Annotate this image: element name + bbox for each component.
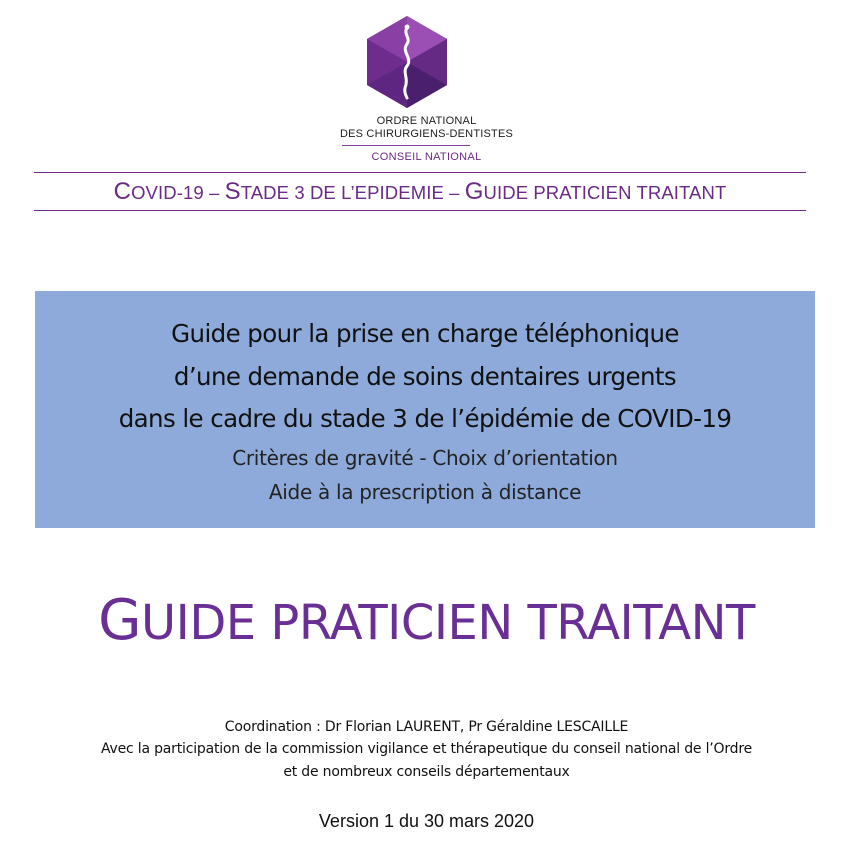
- summary-subline: Aide à la prescription à distance: [268, 480, 582, 504]
- credit-coordination: Coordination : Dr Florian LAURENT, Pr Géraldine LESCAILLE: [224, 719, 629, 735]
- org-name-line-2: DES CHIRURGIENS-DENTISTES: [339, 128, 514, 140]
- main-title-first: G: [98, 588, 142, 653]
- header-rule-top: [34, 172, 806, 173]
- summary-line: Guide pour la prise en charge téléphonique: [171, 319, 679, 348]
- credit-participation: Avec la participation de la commission vigilance et thérapeutique du conseil national de l’Ordre: [100, 741, 753, 757]
- header-rule-bottom: [34, 210, 806, 211]
- header-title-part: TADE 3 DE L’EPIDEMIE –: [240, 182, 465, 203]
- version-label: Version 1 du 30 mars 2020: [318, 811, 535, 831]
- credit-participation-cont: et de nombreux conseils départementaux: [283, 764, 570, 780]
- main-title-rest: UIDE PRATICIEN TRAITANT: [141, 595, 755, 651]
- header-title-part: G: [464, 178, 484, 205]
- header-title-part: UIDE PRATICIEN TRAITANT: [483, 182, 727, 203]
- summary-line: d’une demande de soins dentaires urgents: [173, 362, 677, 391]
- summary-line: dans le cadre du stade 3 de l’épidémie de COVID-19: [118, 404, 732, 433]
- org-name-line-1: ORDRE NATIONAL: [376, 115, 477, 127]
- header-title: [34, 177, 806, 208]
- summary-box: [35, 291, 815, 528]
- header-title-part: S: [224, 178, 241, 205]
- main-title: [0, 585, 853, 659]
- org-council: CONSEIL NATIONAL: [371, 151, 482, 163]
- summary-subline: Critères de gravité - Choix d’orientation: [232, 446, 618, 470]
- org-divider: [342, 145, 470, 146]
- header-title-part: OVID-19 –: [131, 182, 225, 203]
- caduceus-hexagon-icon: [363, 14, 451, 110]
- header-title-part: C: [113, 178, 132, 205]
